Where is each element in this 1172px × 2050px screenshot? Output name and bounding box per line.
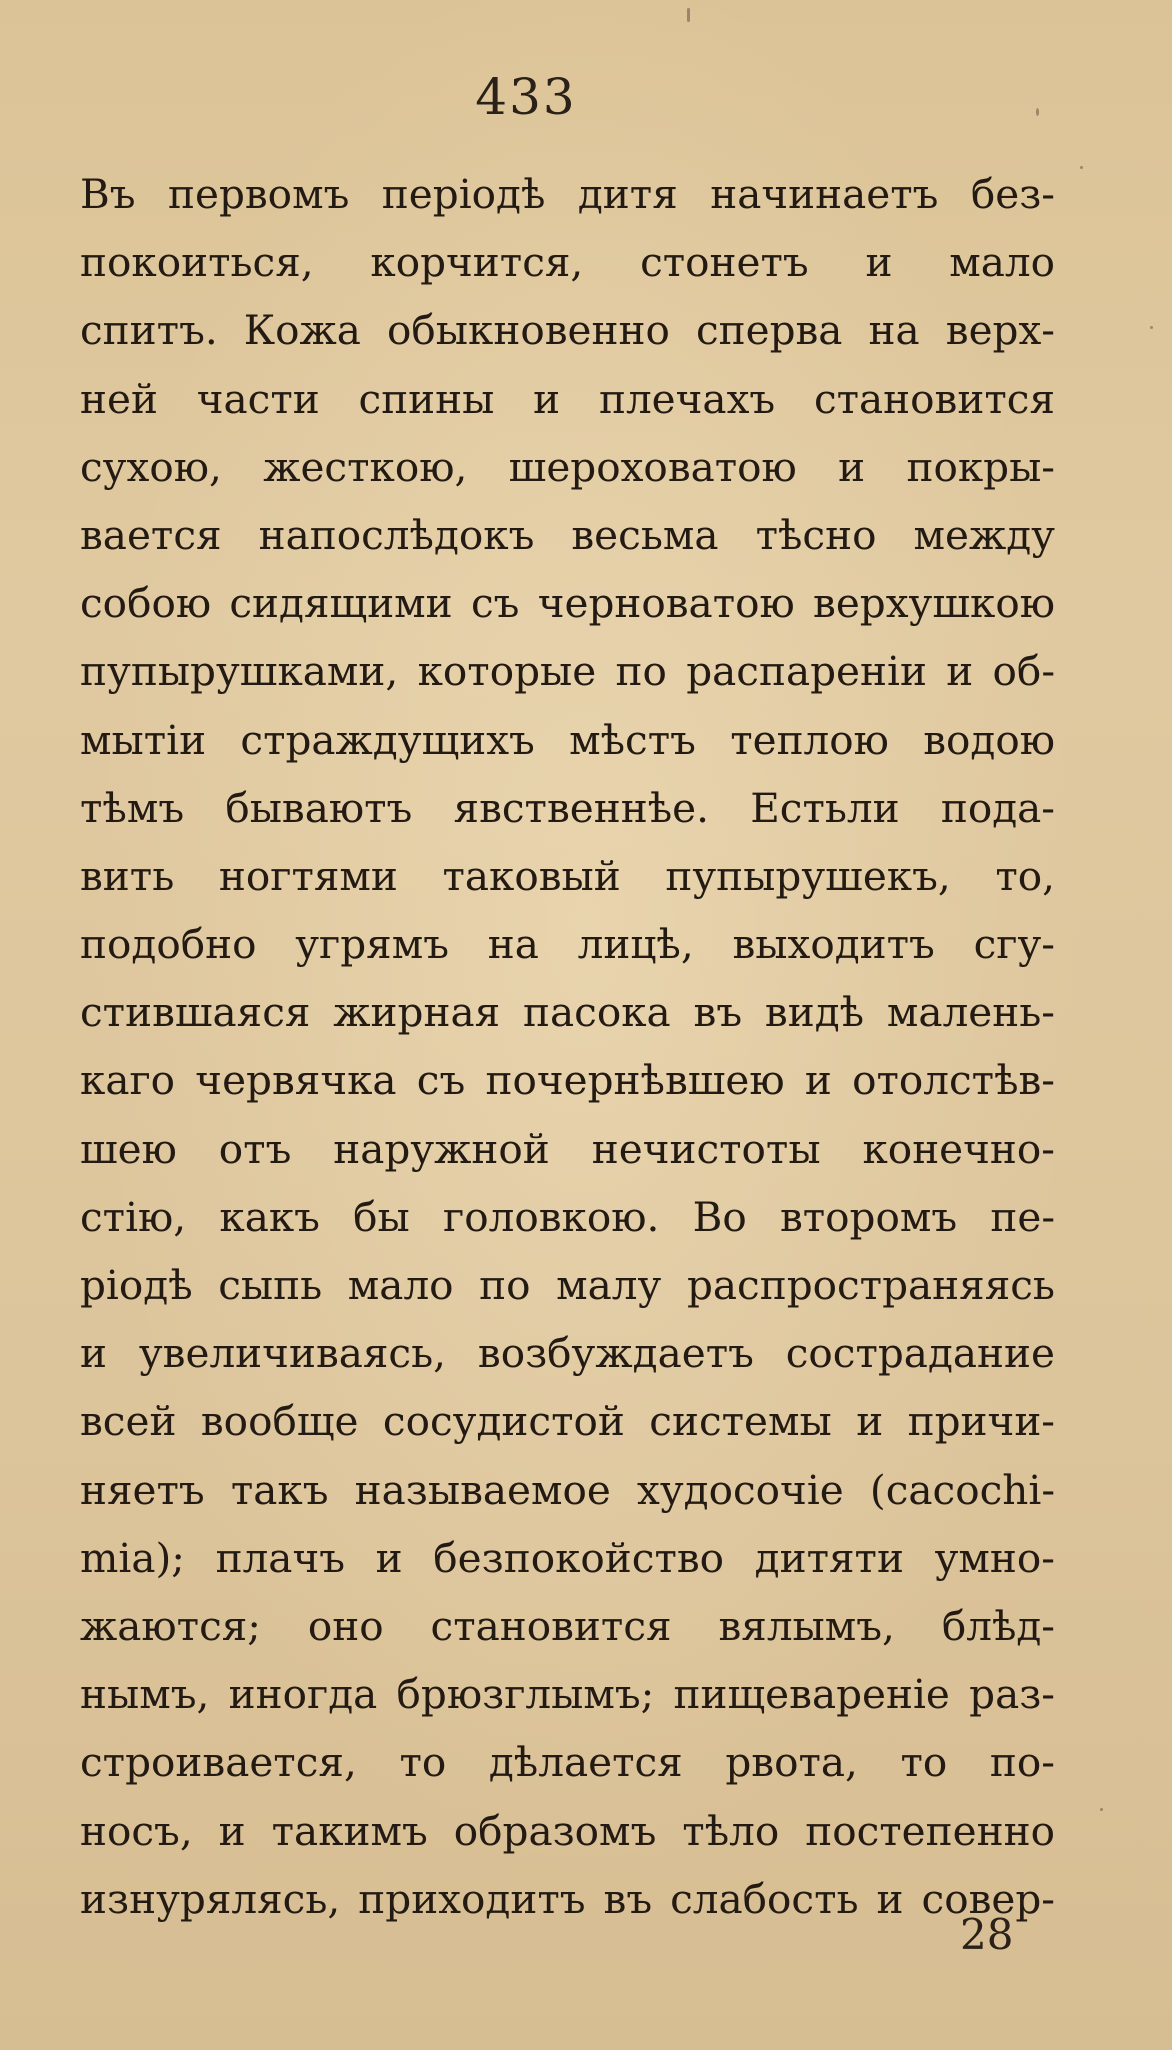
text-line: всей вообще сосудистой системы и причи- bbox=[80, 1397, 1055, 1446]
text-line: каго червячка съ почернѣвшею и отолстѣв- bbox=[80, 1056, 1055, 1105]
text-line: жаются; оно становится вялымъ, блѣд- bbox=[80, 1601, 1055, 1650]
text-line: стію, какъ бы головкою. Во второмъ пе- bbox=[80, 1192, 1055, 1241]
paper-speck bbox=[1150, 326, 1153, 329]
text-line: стившаяся жирная пасока въ видѣ малень- bbox=[80, 988, 1055, 1037]
text-line: шею отъ наружной нечистоты конечно- bbox=[80, 1124, 1055, 1173]
text-line: сухою, жесткою, шероховатою и покры- bbox=[80, 442, 1055, 491]
text-line: собою сидящими съ черноватою верхушкою bbox=[80, 579, 1055, 628]
text-line: няетъ такъ называемое худосочіе (cacochi- bbox=[80, 1465, 1055, 1514]
paper-speck bbox=[1080, 166, 1083, 169]
text-line: мытіи страждущихъ мѣстъ теплою водою bbox=[80, 715, 1055, 764]
text-line: вить ногтями таковый пупырушекъ, то, bbox=[80, 851, 1055, 900]
body-text bbox=[80, 160, 1055, 1933]
text-line: изнурялясь, приходитъ въ слабость и совер- bbox=[80, 1874, 1055, 1923]
text-line: ней части спины и плечахъ становится bbox=[80, 374, 1055, 423]
paper-speck bbox=[1100, 1808, 1103, 1811]
text-line: тѣмъ бываютъ явственнѣе. Естьли пода- bbox=[80, 783, 1055, 832]
text-line: пупырушками, которые по распареніи и об- bbox=[80, 647, 1055, 696]
text-line: носъ, и такимъ образомъ тѣло постепенно bbox=[80, 1806, 1055, 1855]
text-line: и увеличиваясь, возбуждаетъ сострадание bbox=[80, 1329, 1055, 1378]
text-line: Въ первомъ періодѣ дитя начинаетъ без- bbox=[80, 170, 1055, 218]
paper-speck bbox=[687, 8, 690, 22]
text-line: покоиться, корчится, стонетъ и мало bbox=[80, 238, 1055, 287]
text-line: спитъ. Кожа обыкновенно сперва на верх- bbox=[80, 306, 1055, 355]
text-line: ріодѣ сыпь мало по малу распространяясь bbox=[80, 1261, 1055, 1309]
text-line: строивается, то дѣлается рвота, то по- bbox=[80, 1738, 1055, 1787]
text-line: вается напослѣдокъ весьма тѣсно между bbox=[80, 510, 1055, 559]
text-line: нымъ, иногда брюзглымъ; пищевареніе раз- bbox=[80, 1670, 1055, 1719]
text-line: подобно угрямъ на лицѣ, выходитъ сгу- bbox=[80, 920, 1055, 969]
printer-signature-mark: 28 bbox=[960, 1910, 1014, 1959]
page-number: 433 bbox=[475, 68, 577, 126]
text-line: mia); плачъ и безпокойство дитяти умно- bbox=[80, 1533, 1055, 1582]
